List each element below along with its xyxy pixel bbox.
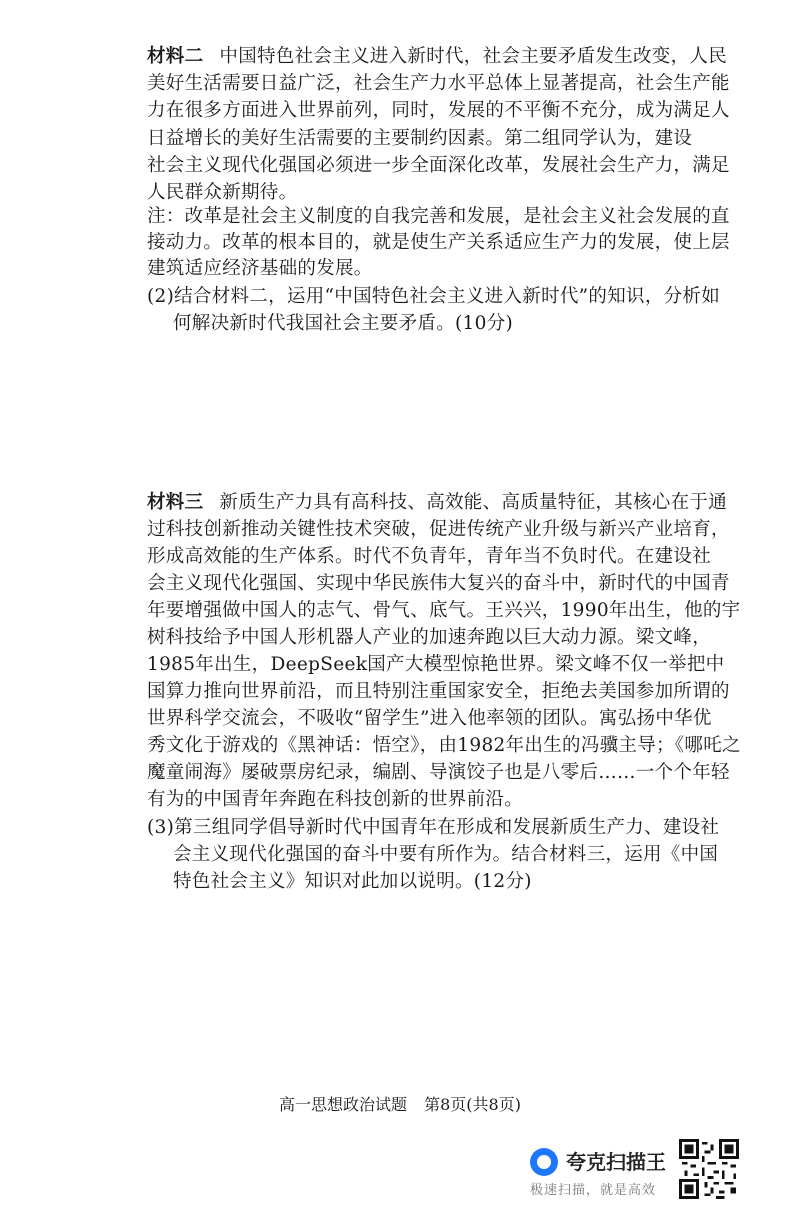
text-line: 有为的中国青年奔跑在科技创新的世界前沿。 [147, 789, 524, 810]
text-line: 世界科学交流会，不吸收“留学生”进入他率领的团队。寓弘扬中华优 [147, 708, 712, 729]
page-footer [0, 1094, 800, 1116]
scanner-logo-icon [530, 1148, 558, 1176]
text-line: 建筑适应经济基础的发展。 [147, 258, 373, 279]
text-line: (3)第三组同学倡导新时代中国青年在形成和发展新质生产力、建设社 [147, 817, 720, 838]
text-line: 注：改革是社会主义制度的自我完善和发展，是社会主义社会发展的直 [147, 206, 730, 227]
text-line: 美好生活需要日益广泛，社会生产力水平总体上显著提高，社会生产能 [147, 73, 730, 94]
watermark-slogan: 极速扫描，就是高效 [530, 1183, 657, 1198]
text-line: 国算力推向世界前沿，而且特别注重国家安全，拒绝去美国参加所谓的 [147, 681, 730, 702]
text-line: 会主义现代化强国、实现中华民族伟大复兴的奋斗中，新时代的中国青 [147, 573, 730, 594]
footer-subject: 高一思想政治试题 [279, 1095, 408, 1114]
text-line: 日益增长的美好生活需要的主要制约因素。第二组同学认为，建设 [147, 128, 693, 149]
text-line: 社会主义现代化强国必须进一步全面深化改革，发展社会生产力，满足 [147, 155, 730, 176]
text-line: 何解决新时代我国社会主要矛盾。(10分) [173, 313, 513, 334]
text-line: 力在很多方面进入世界前列，同时，发展的不平衡不充分，成为满足人 [147, 100, 730, 121]
text-line: 形成高效能的生产体系。时代不负青年，青年当不负时代。在建设社 [147, 546, 712, 567]
text-line: (2)结合材料二，运用“中国特色社会主义进入新时代”的知识，分析如 [147, 286, 721, 307]
text-line: 接动力。改革的根本目的，就是使生产关系适应生产力的发展，使上层 [147, 232, 730, 253]
text-line: 秀文化于游戏的《黑神话：悟空》，由1982年出生的冯骥主导；《哪吒之 [147, 735, 741, 756]
text-line: 树科技给予中国人形机器人产业的加速奔跑以巨大动力源。梁文峰， [147, 627, 712, 648]
text-line: 过科技创新推动关键性技术突破，促进传统产业升级与新兴产业培育， [147, 519, 730, 540]
text-line: 会主义现代化强国的奋斗中要有所作为。结合材料三，运用《中国 [173, 844, 719, 865]
text-line: 魔童闹海》屡破票房纪录，编剧、导演饺子也是八零后……一个个年轻 [147, 762, 730, 783]
material-3-label: 材料三 [147, 492, 204, 513]
text-line: 特色社会主义》知识对此加以说明。(12分) [173, 871, 532, 892]
text-line: 材料二 中国特色社会主义进入新时代，社会主要矛盾发生改变，人民 [147, 46, 728, 67]
watermark-brand: 夸克扫描王 [566, 1150, 666, 1174]
text-line: 材料三 新质生产力具有高科技、高效能、高质量特征，其核心在于通 [147, 492, 728, 513]
qr-code-icon [679, 1139, 739, 1199]
material-2-label: 材料二 [147, 46, 204, 67]
scanner-watermark [524, 1142, 674, 1202]
text-line: 人民群众新期待。 [147, 182, 298, 203]
footer-page-number: 第8页(共8页) [424, 1095, 521, 1114]
text-line: 年要增强做中国人的志气、骨气、底气。王兴兴，1990年出生，他的宇 [147, 600, 741, 621]
text-line: 1985年出生，DeepSeek国产大模型惊艳世界。梁文峰不仅一举把中 [147, 654, 725, 675]
